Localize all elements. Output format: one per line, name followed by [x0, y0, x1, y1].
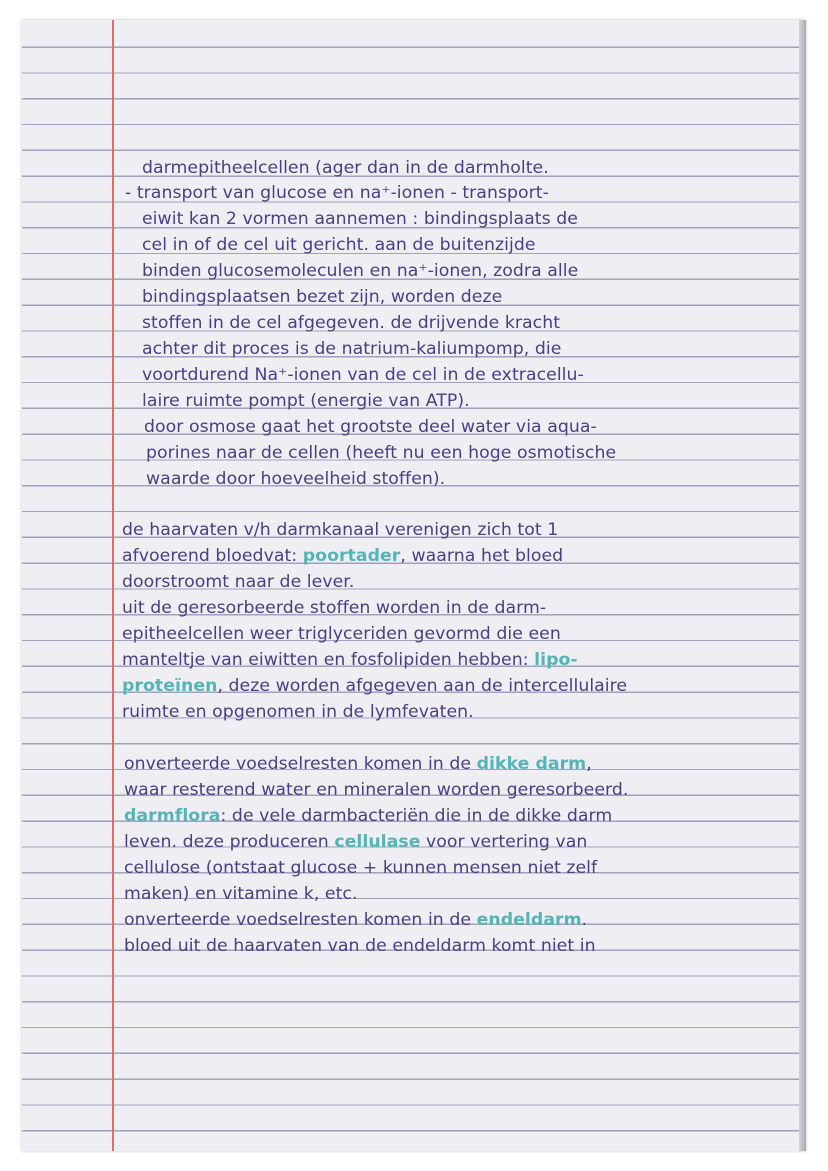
- text-segment: - transport van glucose en na⁺-ionen - transport-: [125, 183, 549, 203]
- text-segment: maken) en vitamine k, etc.: [124, 884, 358, 904]
- text-segment: eiwit kan 2 vormen aannemen : bindingsplaats de: [142, 209, 578, 229]
- text-segment: bindingsplaatsen bezet zijn, worden deze: [142, 287, 503, 307]
- text-segment: achter dit proces is de natrium-kaliumpomp, die: [142, 339, 562, 359]
- text-segment: : de vele darmbacteriën die in de dikke darm: [220, 806, 613, 826]
- text-segment: afvoerend bloedvat:: [122, 546, 303, 566]
- text-segment: waarde door hoeveelheid stoffen).: [146, 469, 446, 489]
- term-poortader: poortader: [302, 546, 401, 566]
- text-segment: manteltje van eiwitten en fosfolipiden hebben:: [122, 650, 535, 670]
- text-segment: stoffen in de cel afgegeven. de drijvende kracht: [142, 313, 561, 333]
- text-segment: ruimte en opgenomen in de lymfevaten.: [122, 702, 474, 722]
- term-dikke-darm: dikke darm: [476, 754, 587, 774]
- text-segment: bloed uit de haarvaten van de endeldarm komt niet in: [124, 936, 596, 956]
- line-s0-l12: [146, 464, 445, 494]
- text-segment: , deze worden afgegeven aan de intercellulaire: [217, 676, 628, 696]
- term-darmflora: darmflora: [124, 806, 221, 826]
- term-endeldarm: endeldarm: [476, 910, 582, 930]
- term-lipo: lipo-: [534, 650, 578, 670]
- text-segment: de haarvaten v/h darmkanaal verenigen zich tot 1: [122, 520, 559, 540]
- line-s1-l7: [122, 697, 474, 727]
- text-segment: porines naar de cellen (heeft nu een hoge osmotische: [146, 443, 617, 463]
- term-cellulase: cellulase: [334, 832, 421, 852]
- notebook-page: [22, 20, 806, 1151]
- text-segment: onverteerde voedselresten komen in de: [124, 754, 477, 774]
- text-segment: ,: [586, 754, 592, 774]
- text-segment: epitheelcellen weer triglyceriden gevormd die een: [122, 624, 561, 644]
- term-proteinen: proteïnen: [122, 676, 218, 696]
- text-segment: binden glucosemoleculen en na⁺-ionen, zodra alle: [142, 261, 579, 281]
- text-segment: door osmose gaat het grootste deel water via aqua-: [144, 417, 597, 437]
- text-segment: .: [581, 910, 588, 930]
- text-segment: darmepitheelcellen (ager dan in de darmholte.: [142, 158, 549, 178]
- text-segment: leven. deze produceren: [124, 832, 335, 852]
- text-segment: cellulose (ontstaat glucose + kunnen mensen niet zelf: [124, 858, 598, 878]
- margin-line: [112, 20, 114, 1151]
- text-segment: cel in of de cel uit gericht. aan de buitenzijde: [142, 235, 536, 255]
- text-segment: waar resterend water en mineralen worden geresorbeerd.: [124, 780, 629, 800]
- text-segment: laire ruimte pompt (energie van ATP).: [142, 391, 470, 411]
- text-segment: uit de geresorbeerde stoffen worden in de darm-: [122, 598, 547, 618]
- text-segment: onverteerde voedselresten komen in de: [124, 910, 477, 930]
- text-segment: voor vertering van: [420, 832, 588, 852]
- line-s2-l7: [124, 931, 596, 961]
- text-segment: doorstroomt naar de lever.: [122, 572, 355, 592]
- text-segment: , waarna het bloed: [400, 546, 564, 566]
- text-segment: voortdurend Na⁺-ionen van de cel in de extracellu-: [142, 365, 584, 385]
